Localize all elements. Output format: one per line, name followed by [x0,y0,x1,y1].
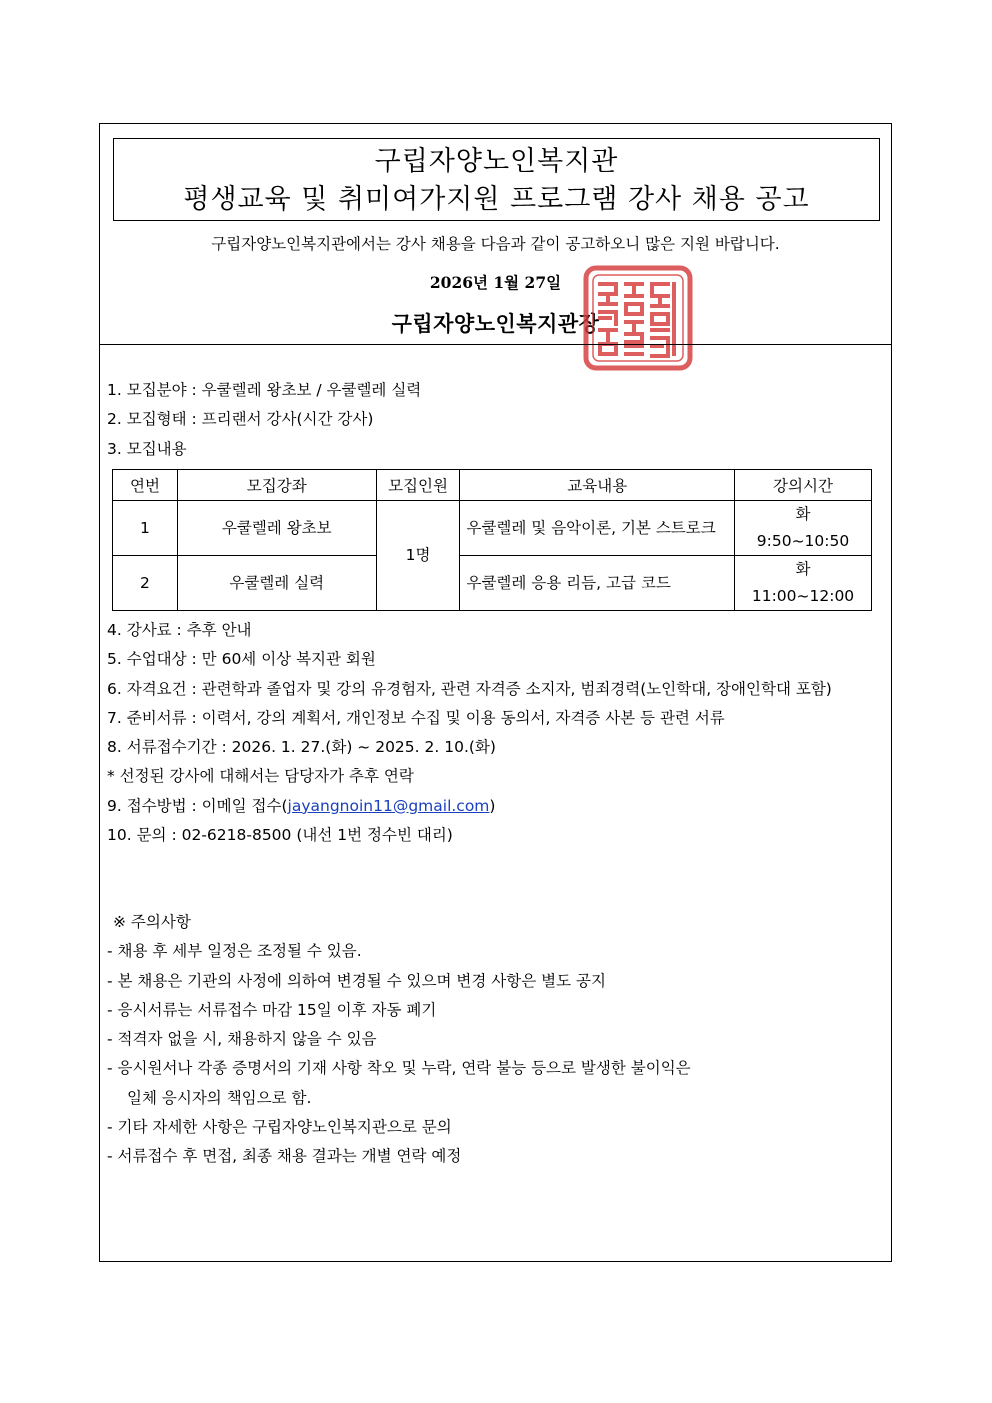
notice-line: - 응시서류는 서류접수 마감 15일 이후 자동 폐기 [107,1000,437,1019]
header-course: 모집강좌 [177,470,376,501]
header-time: 강의시간 [735,470,872,501]
method-suffix: ) [489,796,496,815]
title-announcement: 평생교육 및 취미여가지원 프로그램 강사 채용 공고 [183,184,810,215]
recruitment-conditions [107,616,887,850]
item-period: 8. 서류접수기간 : 2026. 1. 27.(화) ~ 2025. 2. 10.(화) [107,738,496,757]
cell-time-day: 화 [795,505,811,523]
intro-text: 구립자양노인복지관에서는 강사 채용을 다음과 같이 공고하오니 많은 지원 바랍니다. [211,235,780,253]
recruitment-details [107,376,887,464]
notice-line: - 기타 자세한 사항은 구립자양노인복지관으로 문의 [107,1118,452,1137]
item-documents: 7. 준비서류 : 이력서, 강의 계획서, 개인정보 수집 및 이용 동의서, 자격증 사본 등 관련 서류 [107,708,725,727]
recruitment-table [112,469,872,611]
item-recruit-type: 2. 모집형태 : 프리랜서 강사(시간 강사) [107,410,374,429]
cell-headcount: 1명 [376,501,460,611]
item-period-note: * 선정된 강사에 대해서는 담당자가 추후 연락 [107,767,414,786]
item-method [107,792,887,821]
method-prefix: 9. 접수방법 : 이메일 접수( [107,796,288,815]
table-header-row [113,470,872,501]
header-divider [100,344,891,345]
cell-time-range: 11:00~12:00 [751,587,855,605]
cell-course: 우쿨렐레 실력 [177,556,376,611]
announcement-date: 2026년 1월 27일 [429,273,562,292]
cell-content: 우쿨렐레 응용 리듬, 고급 코드 [460,556,735,611]
table-row [113,556,872,611]
cell-time [735,556,872,611]
notice-line: - 채용 후 세부 일정은 조정될 수 있음. [107,942,362,961]
title-box [113,138,880,221]
email-link[interactable]: jayangnoin11@gmail.com [287,796,490,815]
notice-line: - 서류접수 후 면접, 최종 채용 결과는 개별 연락 예정 [107,1147,462,1166]
header-content: 교육내용 [460,470,735,501]
item-target: 5. 수업대상 : 만 60세 이상 복지관 회원 [107,650,376,669]
cell-time-day: 화 [795,560,811,578]
notice-section [107,908,887,1172]
item-fee: 4. 강사료 : 추후 안내 [107,621,252,639]
cell-time-range: 9:50~10:50 [756,532,850,550]
notice-line: - 적격자 없을 시, 채용하지 않을 수 있음 [107,1030,377,1049]
cell-no: 1 [113,501,178,556]
official-seal-stamp [582,264,694,372]
cell-course: 우쿨렐레 왕초보 [177,501,376,556]
notice-line: 일체 응시자의 책임으로 함. [127,1088,312,1107]
cell-content: 우쿨렐레 및 음악이론, 기본 스트로크 [460,501,735,556]
item-qualification: 6. 자격요건 : 관련학과 졸업자 및 강의 유경험자, 관련 자격증 소지자, 범죄경력(노인학대, 장애인학대 포함) [107,679,832,698]
item-inquiry: 10. 문의 : 02-6218-8500 (내선 1번 정수빈 대리) [107,826,453,845]
title-organization: 구립자양노인복지관 [374,146,619,177]
header-headcount: 모집인원 [376,470,460,501]
table-row [113,501,872,556]
notice-heading: ※ 주의사항 [113,913,191,931]
notice-line: - 본 채용은 기관의 사정에 의하여 변경될 수 있으며 변경 사항은 별도 공지 [107,971,606,990]
notice-document [99,123,892,1262]
notice-line: - 응시원서나 각종 증명서의 기재 사항 착오 및 누락, 연락 불능 등으로 발생한 불이익은 [107,1059,691,1078]
header-no: 연번 [113,470,178,501]
item-recruit-content: 3. 모집내용 [107,439,187,458]
sender-name: 구립자양노인복지관장 [391,312,600,336]
item-recruit-field: 1. 모집분야 : 우쿨렐레 왕초보 / 우쿨렐레 실력 [107,381,422,399]
cell-no: 2 [113,556,178,611]
cell-time [735,501,872,556]
